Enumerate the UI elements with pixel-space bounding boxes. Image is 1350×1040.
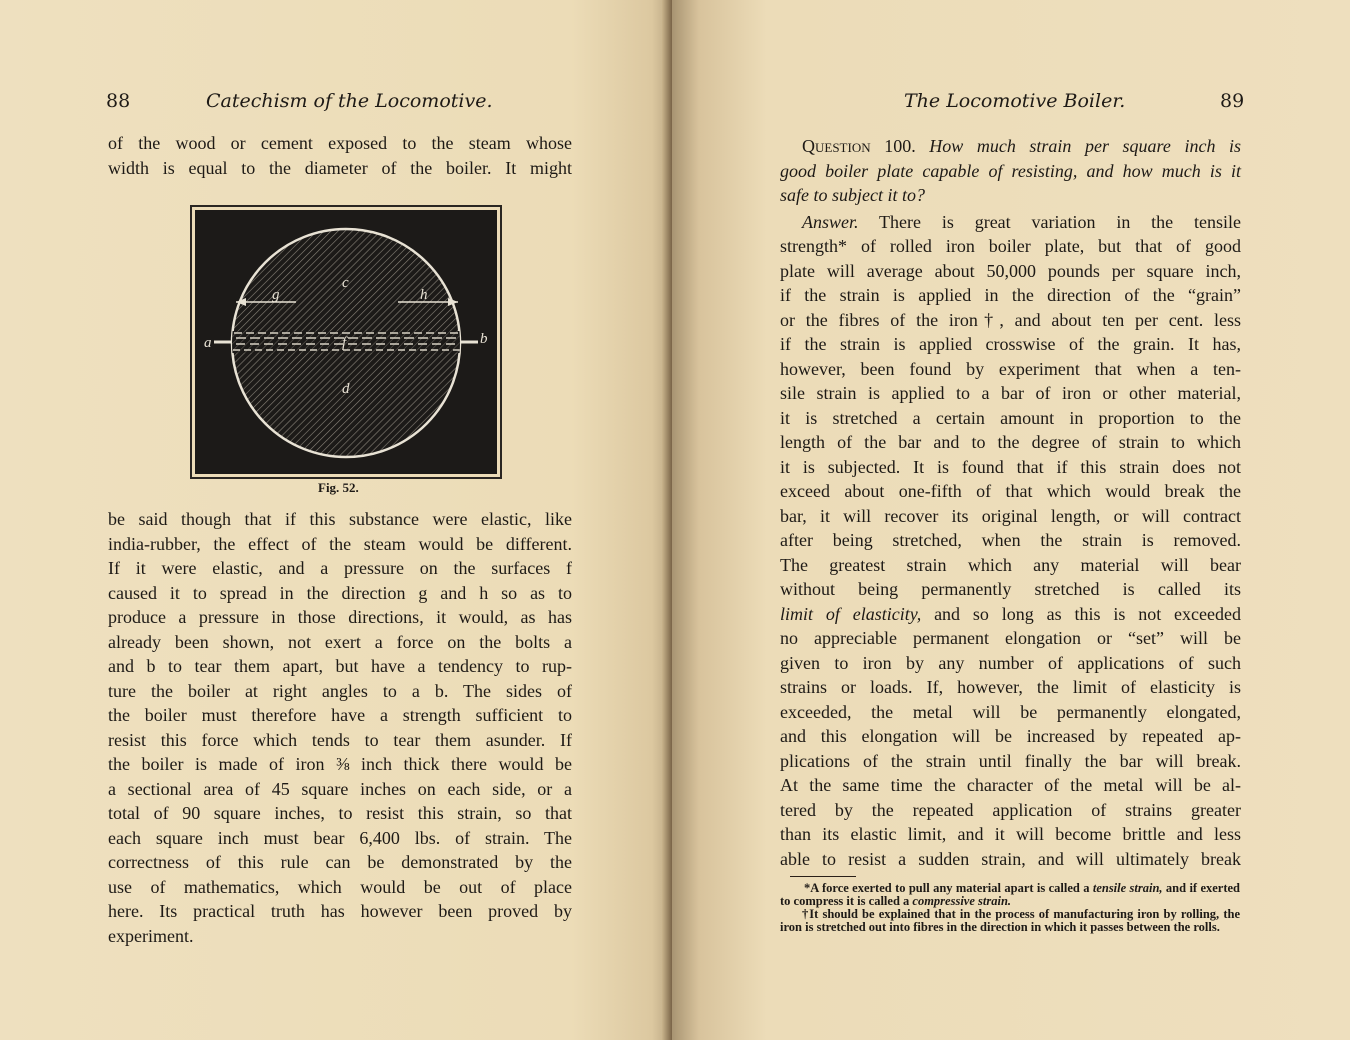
- text-line: produce a pressure in those directions, it would, as has: [108, 607, 572, 627]
- answer-text: There is great variation in the tensile: [879, 211, 1241, 232]
- footnote-term: tensile strain,: [1092, 881, 1163, 895]
- text-line: india-rubber, the effect of the steam would be different.: [108, 533, 572, 554]
- footnote-text: *A force exerted to pull any material apart is called a: [804, 881, 1090, 895]
- question-label: Question: [802, 136, 871, 156]
- text-line: If it were elastic, and a pressure on the surfaces f: [108, 558, 572, 578]
- text-line: it is stretched a certain amount in proportion to the: [780, 407, 1241, 428]
- text-line: and b to tear them apart, but have a tendency to rup-: [108, 656, 572, 676]
- text-line: already been shown, not exert a force on the bolts a: [108, 631, 572, 652]
- text-line: able to resist a sudden strain, and will ultimately break: [780, 848, 1241, 869]
- text-line: or the fibres of the iron†, and about ten per cent. less: [780, 309, 1241, 330]
- answer-first-line: [780, 210, 1241, 235]
- text-line: length of the bar and to the degree of strain to which: [780, 432, 1241, 452]
- text-line: without being permanently stretched is called its: [780, 579, 1241, 599]
- text-line: width is equal to the diameter of the boiler. It might: [108, 157, 572, 178]
- text-line: given to iron by any number of applications of such: [780, 652, 1241, 673]
- footnote-2: †It should be explained that in the process of manufacturing iron by rolling, the iron is stretched out into fibres in the direction in which it passes between the rolls.: [780, 907, 1240, 934]
- left-top-text: [108, 131, 572, 180]
- text-line: sile strain is applied to a bar of iron or other material,: [780, 383, 1241, 403]
- boiler-cross-section-figure: [190, 205, 502, 479]
- text-line: than its elastic limit, and it will become brittle and less: [780, 824, 1241, 844]
- text-line: exceed about one-fifth of that which would break the: [780, 481, 1241, 501]
- label-g: g: [272, 287, 280, 303]
- label-a: a: [204, 335, 212, 351]
- text-line: if the strain is applied in the direction of the “grain”: [780, 285, 1241, 305]
- text-line: here. Its practical truth has however been proved by: [108, 901, 572, 921]
- boiler-diagram: [192, 207, 500, 477]
- text-line: tered by the repeated application of strains greater: [780, 799, 1241, 820]
- left-page: [0, 0, 672, 1040]
- text-line: ture the boiler at right angles to a b. The sides of: [108, 680, 572, 701]
- question-text: How much strain per square inch is: [929, 136, 1242, 156]
- footnote-text: and if exerted to compress it is called a: [780, 881, 1240, 908]
- text-line: of the wood or cement exposed to the steam whose: [108, 133, 572, 153]
- question-line: good boiler plate capable of resisting, and how much is it: [780, 160, 1241, 181]
- limit-of-elasticity: limit of elasticity,: [780, 603, 922, 624]
- running-title-left: Catechism of the Locomotive.: [206, 90, 493, 112]
- text-line: At the same time the character of the metal will be al-: [780, 775, 1241, 795]
- question-line: safe to subject it to?: [780, 185, 925, 205]
- text-line: correctness of this rule can be demonstrated by the: [108, 852, 572, 872]
- text-line: The greatest strain which any material will bear: [780, 554, 1241, 575]
- text-line: [780, 602, 1241, 627]
- text-line: resist this force which tends to tear them asunder. If: [108, 729, 572, 750]
- text-line: if the strain is applied crosswise of the grain. It has,: [780, 334, 1241, 354]
- text-line: exceeded, the metal will be permanently elongated,: [780, 701, 1241, 722]
- page-number-left: 88: [106, 90, 131, 112]
- label-h: h: [420, 287, 428, 303]
- running-title-right: The Locomotive Boiler.: [904, 90, 1126, 112]
- text-line: after being stretched, when the strain is removed.: [780, 530, 1241, 550]
- label-c: c: [342, 275, 349, 291]
- text-line: bar, it will recover its original length, or will contract: [780, 505, 1241, 526]
- text-line: caused it to spread in the direction g and h so as to: [108, 582, 572, 603]
- label-d: d: [342, 381, 350, 397]
- text-line: it is subjected. It is found that if this strain does not: [780, 456, 1241, 477]
- text-line: no appreciable permanent elongation or “set” will be: [780, 628, 1241, 648]
- text-line: be said though that if this substance were elastic, like: [108, 509, 572, 529]
- question-line: [780, 134, 1241, 159]
- label-f: f: [342, 335, 347, 351]
- footnote-rule: [790, 876, 856, 877]
- figure-caption: Fig. 52.: [318, 480, 359, 495]
- text-line: plate will average about 50,000 pounds per square inch,: [780, 260, 1241, 281]
- text-line: and this elongation will be increased by repeated ap-: [780, 726, 1241, 746]
- answer-label: Answer.: [802, 211, 859, 232]
- text-line: strength* of rolled iron boiler plate, but that of good: [780, 236, 1241, 256]
- text-fragment: and so long as this is not exceeded: [934, 603, 1241, 624]
- text-line: however, been found by experiment that when a ten-: [780, 358, 1241, 379]
- text-line: the boiler must therefore have a strength sufficient to: [108, 705, 572, 725]
- text-line: experiment.: [108, 925, 194, 946]
- text-line: each square inch must bear 6,400 lbs. of strain. The: [108, 827, 572, 848]
- question-number: 100.: [884, 136, 916, 156]
- label-b: b: [480, 331, 488, 347]
- text-line: use of mathematics, which would be out of place: [108, 876, 572, 897]
- page-number-right: 89: [1220, 90, 1245, 112]
- text-line: total of 90 square inches, to resist this strain, so that: [108, 803, 572, 823]
- text-line: the boiler is made of iron ⅜ inch thick there would be: [108, 754, 572, 774]
- text-line: a sectional area of 45 square inches on each side, or a: [108, 778, 572, 799]
- text-line: strains or loads. If, however, the limit of elasticity is: [780, 677, 1241, 697]
- right-body-text: [780, 134, 1241, 871]
- footnote-1: [780, 882, 1240, 908]
- text-line: plications of the strain until finally the bar will break.: [780, 750, 1241, 771]
- footnote-term: compressive strain.: [912, 894, 1012, 908]
- left-body-text: [108, 507, 572, 948]
